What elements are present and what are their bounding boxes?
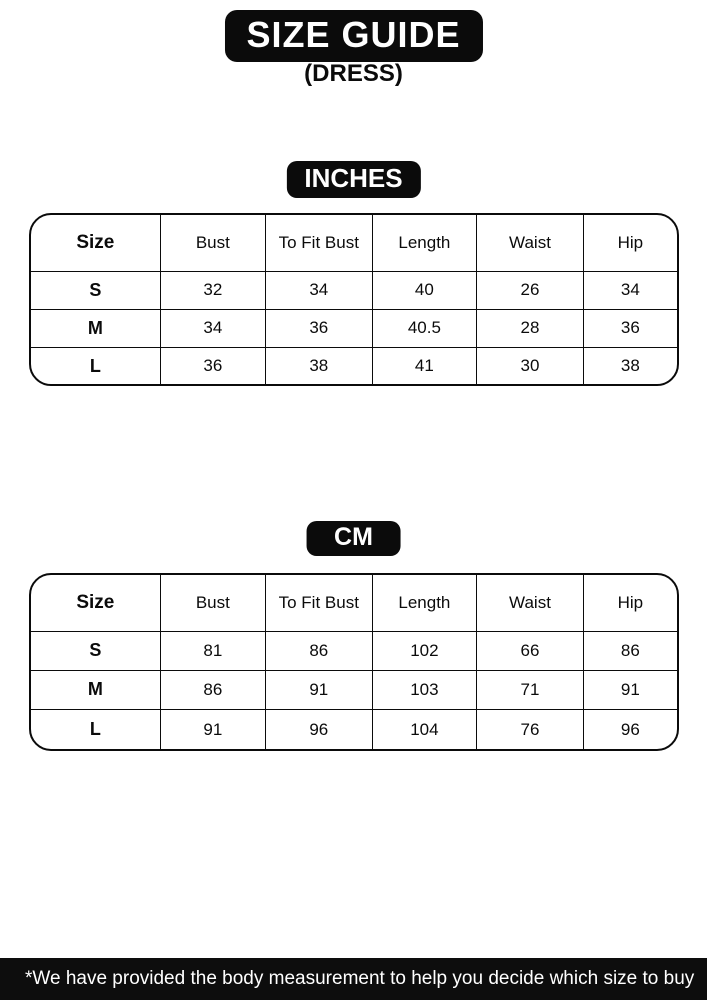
value-cell: 38 — [265, 347, 372, 385]
column-header-bust: Bust — [160, 575, 265, 631]
value-cell: 91 — [583, 670, 677, 709]
unit-badge-inches: INCHES — [286, 161, 420, 198]
column-header-to-fit-bust: To Fit Bust — [265, 215, 372, 271]
value-cell: 91 — [265, 670, 372, 709]
page-title: SIZE GUIDE — [224, 10, 482, 62]
size-cell: S — [31, 271, 160, 309]
size-cell: S — [31, 631, 160, 670]
value-cell: 40.5 — [372, 309, 477, 347]
value-cell: 104 — [372, 710, 477, 749]
column-header-size: Size — [31, 215, 160, 271]
table-header-row — [31, 215, 677, 271]
page-subtitle: (DRESS) — [304, 60, 403, 87]
column-header-size: Size — [31, 575, 160, 631]
footnote-text: *We have provided the body measurement to help you decide which size to buy — [25, 968, 695, 989]
value-cell: 28 — [477, 309, 584, 347]
unit-badge-cm: CM — [306, 521, 401, 556]
column-header-length: Length — [372, 215, 477, 271]
size-cell: L — [31, 710, 160, 749]
value-cell: 32 — [160, 271, 265, 309]
table-row-l — [31, 710, 677, 749]
value-cell: 86 — [265, 631, 372, 670]
value-cell: 38 — [620, 356, 640, 376]
value-cell: 30 — [477, 347, 584, 385]
size-cell: L — [31, 347, 160, 385]
value-cell: 36 — [160, 347, 265, 385]
column-header-to-fit-bust: To Fit Bust — [265, 575, 372, 631]
value-cell: 36 — [583, 309, 677, 347]
size-cell: M — [31, 670, 160, 709]
column-header-waist: Waist — [477, 575, 584, 631]
value-cell: 71 — [477, 670, 584, 709]
column-header-hip: Hip — [583, 215, 677, 271]
value-cell: 86 — [160, 670, 265, 709]
value-cell: 36 — [265, 309, 372, 347]
footnote-bar — [0, 958, 707, 1000]
table-row-m — [31, 309, 677, 347]
size-table-cm-grid — [31, 575, 677, 749]
column-header-bust: Bust — [160, 215, 265, 271]
table-row-s — [31, 631, 677, 670]
value-cell: 41 — [372, 347, 477, 385]
size-table-inches-grid — [31, 215, 677, 385]
column-header-waist: Waist — [477, 215, 584, 271]
column-header-hip: Hip — [583, 575, 677, 631]
value-cell: 66 — [477, 631, 584, 670]
column-header-length: Length — [372, 575, 477, 631]
value-cell: 86 — [583, 631, 677, 670]
size-table-cm — [29, 573, 679, 751]
value-cell: 76 — [477, 710, 584, 749]
table-row-l — [31, 347, 677, 385]
value-cell: 34 — [265, 271, 372, 309]
size-table-inches — [29, 213, 679, 386]
value-cell: 103 — [372, 670, 477, 709]
value-cell: 102 — [372, 631, 477, 670]
value-cell: 26 — [477, 271, 584, 309]
table-row-m — [31, 670, 677, 709]
size-cell: M — [31, 309, 160, 347]
table-row-s — [31, 271, 677, 309]
value-cell: 34 — [160, 309, 265, 347]
value-cell: 96 — [620, 719, 640, 739]
value-cell: 91 — [160, 710, 265, 749]
value-cell: 96 — [265, 710, 372, 749]
value-cell: 34 — [583, 271, 677, 309]
value-cell: 40 — [372, 271, 477, 309]
table-header-row — [31, 575, 677, 631]
value-cell: 81 — [160, 631, 265, 670]
